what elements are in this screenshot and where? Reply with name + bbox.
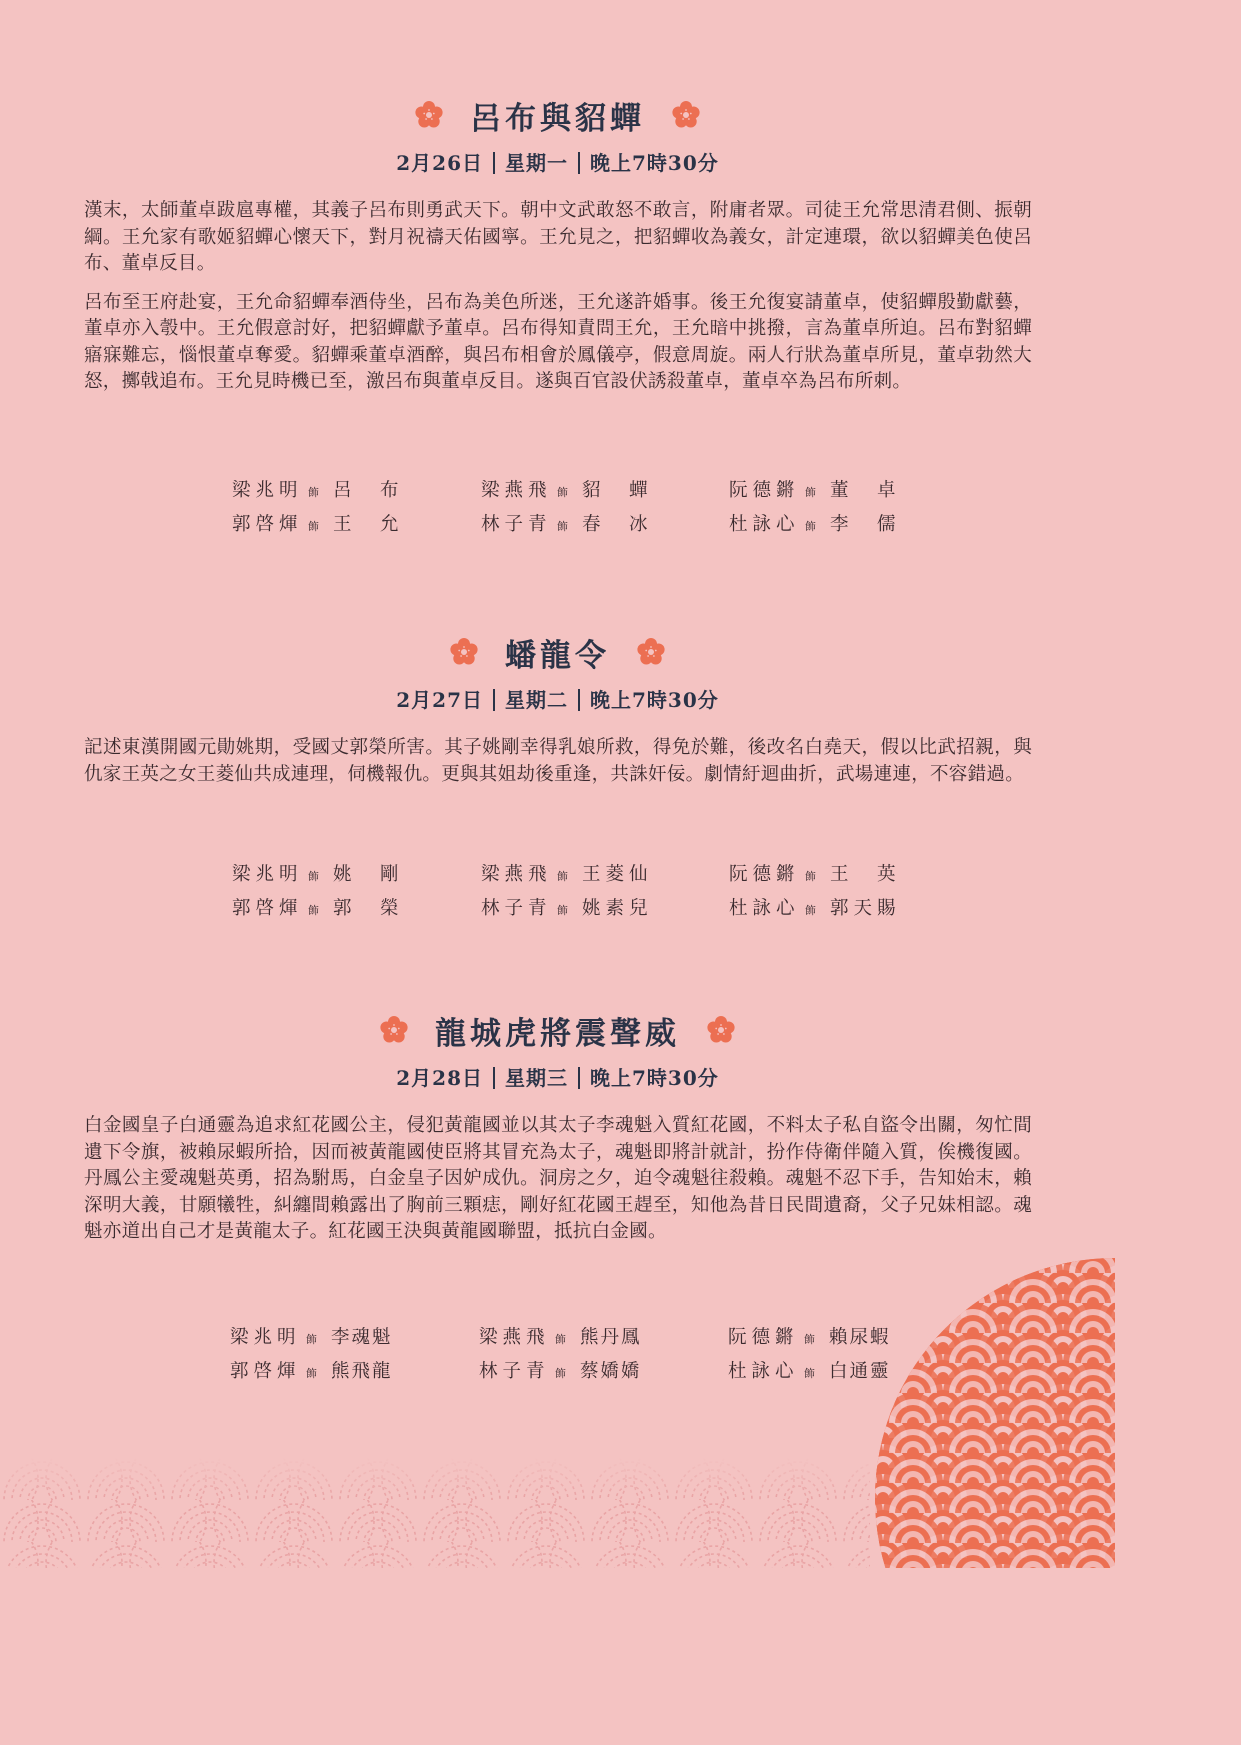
actor-name: 林子青 <box>481 514 552 535</box>
divider <box>493 152 495 174</box>
actor-name: 林子青 <box>479 1361 550 1382</box>
show-time: 晚上7時30分 <box>590 151 719 175</box>
as-label: 飾 <box>804 1333 815 1346</box>
cast-entry <box>481 476 653 502</box>
cast-entry <box>479 1323 642 1349</box>
role-name: 李魂魁 <box>331 1327 393 1348</box>
show-section-1 <box>0 95 1115 396</box>
show-date: 2月27日 <box>396 688 483 712</box>
show-time: 晚上7時30分 <box>590 688 719 712</box>
as-label: 飾 <box>557 520 568 533</box>
as-label: 飾 <box>557 870 568 883</box>
plum-blossom-icon <box>706 1015 736 1045</box>
cast-entry <box>481 860 653 886</box>
divider <box>493 1067 495 1089</box>
show-weekday: 星期二 <box>505 688 568 712</box>
show-schedule <box>0 147 1115 176</box>
role-name: 貂 蟬 <box>582 480 653 501</box>
role-name: 春 冰 <box>582 514 653 535</box>
actor-name: 梁燕飛 <box>481 480 552 501</box>
show-section-3 <box>0 1010 1115 1246</box>
plum-blossom-icon <box>636 637 666 667</box>
as-label: 飾 <box>805 904 816 917</box>
show-section-2 <box>0 632 1115 788</box>
cast-entry <box>729 860 901 886</box>
show-weekday: 星期一 <box>505 151 568 175</box>
plum-blossom-icon <box>379 1015 409 1045</box>
role-name: 姚 剛 <box>333 864 404 885</box>
role-name: 郭 榮 <box>333 898 404 919</box>
show-title: 蟠龍令 <box>505 637 610 674</box>
cast-entry <box>232 894 404 920</box>
role-name: 王 允 <box>333 514 404 535</box>
role-name: 賴尿蝦 <box>829 1327 891 1348</box>
as-label: 飾 <box>306 1367 317 1380</box>
actor-name: 梁燕飛 <box>481 864 552 885</box>
cast-entry <box>232 510 404 536</box>
actor-name: 梁兆明 <box>230 1327 301 1348</box>
actor-name: 郭啓煇 <box>230 1361 301 1382</box>
wave-pattern <box>0 1458 870 1568</box>
as-label: 飾 <box>308 486 319 499</box>
show-weekday: 星期三 <box>505 1066 568 1090</box>
role-name: 呂 布 <box>333 480 404 501</box>
role-name: 熊飛龍 <box>331 1361 393 1382</box>
as-label: 飾 <box>557 904 568 917</box>
actor-name: 阮德鏘 <box>728 1327 799 1348</box>
show-time: 晚上7時30分 <box>590 1066 719 1090</box>
show-title: 呂布與貂蟬 <box>470 100 645 137</box>
as-label: 飾 <box>557 486 568 499</box>
show-schedule <box>0 1062 1115 1091</box>
cast-entry <box>230 1323 393 1349</box>
as-label: 飾 <box>308 520 319 533</box>
as-label: 飾 <box>555 1333 566 1346</box>
as-label: 飾 <box>306 1333 317 1346</box>
synopsis-paragraph: 呂布至王府赴宴，王允命貂蟬奉酒侍坐，呂布為美色所迷，王允遂許婚事。後王允復宴請董卓，使貂蟬殷勤獻藝，董卓亦入彀中。王允假意討好，把貂蟬獻予董卓。呂布得知責問王允，王允暗中挑撥，言為董卓所迫。呂布對貂蟬寤寐難忘，惱恨董卓奪愛。貂蟬乘董卓酒醉，與呂布相會於鳳儀亭，假意周旋。兩人行狀為董卓所見，董卓勃然大怒，擲戟追布。王允見時機已至，激呂布與董卓反目。遂與百官設伏誘殺董卓，董卓卒為呂布所刺。 <box>84 291 1032 392</box>
role-name: 郭天賜 <box>830 898 901 919</box>
actor-name: 郭啓煇 <box>232 514 303 535</box>
role-name: 熊丹鳳 <box>580 1327 642 1348</box>
role-name: 王菱仙 <box>582 864 653 885</box>
plum-blossom-icon <box>671 100 701 130</box>
show-date: 2月28日 <box>396 1066 483 1090</box>
cast-entry <box>230 1357 393 1383</box>
role-name: 王 英 <box>830 864 901 885</box>
as-label: 飾 <box>308 870 319 883</box>
actor-name: 梁燕飛 <box>479 1327 550 1348</box>
actor-name: 阮德鏘 <box>729 480 800 501</box>
cast-entry <box>729 476 901 502</box>
plum-blossom-icon <box>449 637 479 667</box>
as-label: 飾 <box>805 870 816 883</box>
actor-name: 梁兆明 <box>232 480 303 501</box>
as-label: 飾 <box>308 904 319 917</box>
actor-name: 杜詠心 <box>728 1361 799 1382</box>
role-name: 白通靈 <box>829 1361 891 1382</box>
actor-name: 杜詠心 <box>729 514 800 535</box>
show-schedule <box>0 684 1115 713</box>
show-date: 2月26日 <box>396 151 483 175</box>
actor-name: 杜詠心 <box>729 898 800 919</box>
role-name: 董 卓 <box>830 480 901 501</box>
cast-entry <box>481 894 653 920</box>
cast-entry <box>729 894 901 920</box>
divider <box>578 152 580 174</box>
cast-entry <box>729 510 901 536</box>
cast-entry <box>481 510 653 536</box>
as-label: 飾 <box>805 486 816 499</box>
synopsis-paragraph: 漢末，太師董卓跋扈專權，其義子呂布則勇武天下。朝中文武敢怒不敢言，附庸者眾。司徒王允常思清君側、振朝綱。王允家有歌姬貂蟬心懷天下，對月祝禱天佑國寧。王允見之，把貂蟬收為義女，計定連環，欲以貂蟬美色使呂布、董卓反目。 <box>84 200 1032 274</box>
cast-list <box>0 860 1115 928</box>
cast-entry <box>479 1357 642 1383</box>
as-label: 飾 <box>804 1367 815 1380</box>
cast-entry <box>232 860 404 886</box>
plum-blossom-icon <box>414 100 444 130</box>
role-name: 李 儒 <box>830 514 901 535</box>
synopsis-paragraph: 記述東漢開國元勛姚期，受國丈郭榮所害。其子姚剛幸得乳娘所救，得免於難，後改名白堯天，假以比武招親，與仇家王英之女王菱仙共成連理，伺機報仇。更與其姐劫後重逢，共誅奸佞。劇情紆迴曲折，武場連連，不容錯過。 <box>84 737 1032 785</box>
role-name: 姚素兒 <box>582 898 653 919</box>
actor-name: 林子青 <box>481 898 552 919</box>
seigaiha-scale-pattern <box>853 1258 1115 1568</box>
role-name: 蔡嬌嬌 <box>580 1361 642 1382</box>
synopsis-paragraph: 白金國皇子白通靈為追求紅花國公主，侵犯黃龍國並以其太子李魂魁入質紅花國，不料太子私自盜令出關，匆忙間遺下令旗，被賴尿蝦所拾，因而被黃龍國使臣將其冒充為太子，魂魁即將計就計，扮作侍衛伴隨入質，俟機復國。丹鳳公主愛魂魁英勇，招為駙馬，白金皇子因妒成仇。洞房之夕，迫令魂魁往殺賴。魂魁不忍下手，告知始末，賴深明大義，甘願犧牲，糾纏間賴露出了胸前三顆痣，剛好紅花國王趕至，知他為昔日民間遺裔，父子兄妹相認。魂魁亦道出自己才是黃龍太子。紅花國王決與黃龍國聯盟，抵抗白金國。 <box>84 1115 1032 1242</box>
divider <box>493 689 495 711</box>
cast-list <box>0 476 1115 544</box>
show-title: 龍城虎將震聲威 <box>435 1015 680 1052</box>
divider <box>578 1067 580 1089</box>
as-label: 飾 <box>805 520 816 533</box>
actor-name: 梁兆明 <box>232 864 303 885</box>
as-label: 飾 <box>555 1367 566 1380</box>
divider <box>578 689 580 711</box>
cast-entry <box>232 476 404 502</box>
actor-name: 郭啓煇 <box>232 898 303 919</box>
actor-name: 阮德鏘 <box>729 864 800 885</box>
